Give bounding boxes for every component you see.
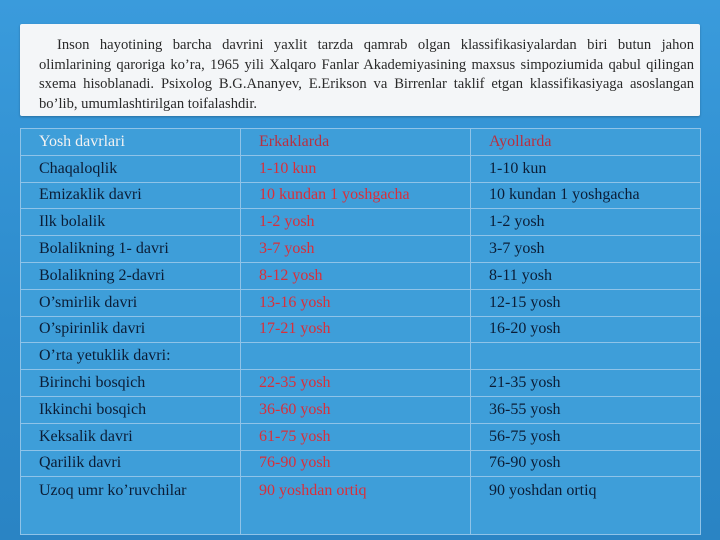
cell-male-range: 10 kundan 1 yoshgacha bbox=[241, 182, 471, 209]
table-row bbox=[21, 316, 701, 343]
cell-male-range: 3-7 yosh bbox=[241, 236, 471, 263]
cell-age-period: Keksalik davri bbox=[21, 423, 241, 450]
cell-female-range: 36-55 yosh bbox=[471, 396, 701, 423]
table-row bbox=[21, 236, 701, 263]
cell-male-range: 36-60 yosh bbox=[241, 396, 471, 423]
cell-age-period: Qarilik davri bbox=[21, 450, 241, 477]
cell-female-range: 1-10 kun bbox=[471, 155, 701, 182]
header-age-periods: Yosh davrlari bbox=[21, 129, 241, 156]
intro-textbox bbox=[20, 24, 700, 116]
table-row bbox=[21, 396, 701, 423]
cell-male-range: 1-10 kun bbox=[241, 155, 471, 182]
cell-age-period: Ikkinchi bosqich bbox=[21, 396, 241, 423]
cell-male-range: 17-21 yosh bbox=[241, 316, 471, 343]
cell-female-range: 56-75 yosh bbox=[471, 423, 701, 450]
table-row bbox=[21, 262, 701, 289]
cell-female-range: 90 yoshdan ortiq bbox=[471, 477, 701, 535]
table-row bbox=[21, 477, 701, 535]
intro-paragraph: Inson hayotining barcha davrini yaxlit tarzda qamrab olgan klassifikasiyalardan biri butun jahon olimlarining qaroriga ko’ra, 1965 yili Xalqaro Fanlar Akademiyasining maxsus simpoziumida qabul qilingan sxema hisoblanadi. Psixolog B.G.Ananyev, E.Erikson va Birrenlar taklif etgan klassifikasiyaga asoslangan bo’lib, umumlashtirilgan toifalashdir. bbox=[39, 37, 694, 112]
table-row bbox=[21, 182, 701, 209]
cell-age-period: Bolalikning 2-davri bbox=[21, 262, 241, 289]
cell-age-period: Emizaklik davri bbox=[21, 182, 241, 209]
age-periods-table-container bbox=[20, 128, 701, 528]
cell-age-period: Chaqaloqlik bbox=[21, 155, 241, 182]
cell-male-range: 76-90 yosh bbox=[241, 450, 471, 477]
cell-age-period: O’spirinlik davri bbox=[21, 316, 241, 343]
header-females: Ayollarda bbox=[471, 129, 701, 156]
cell-male-range: 13-16 yosh bbox=[241, 289, 471, 316]
cell-male-range: 8-12 yosh bbox=[241, 262, 471, 289]
cell-female-range: 21-35 yosh bbox=[471, 370, 701, 397]
cell-male-range bbox=[241, 343, 471, 370]
age-periods-table bbox=[20, 128, 701, 535]
table-body bbox=[21, 129, 701, 535]
cell-female-range: 3-7 yosh bbox=[471, 236, 701, 263]
cell-age-period: Ilk bolalik bbox=[21, 209, 241, 236]
table-row bbox=[21, 289, 701, 316]
cell-male-range: 1-2 yosh bbox=[241, 209, 471, 236]
cell-male-range: 90 yoshdan ortiq bbox=[241, 477, 471, 535]
table-row bbox=[21, 343, 701, 370]
cell-male-range: 61-75 yosh bbox=[241, 423, 471, 450]
table-row bbox=[21, 155, 701, 182]
cell-male-range: 22-35 yosh bbox=[241, 370, 471, 397]
table-header-row bbox=[21, 129, 701, 156]
table-row bbox=[21, 209, 701, 236]
cell-female-range: 12-15 yosh bbox=[471, 289, 701, 316]
cell-female-range: 76-90 yosh bbox=[471, 450, 701, 477]
cell-female-range: 10 kundan 1 yoshgacha bbox=[471, 182, 701, 209]
cell-age-period: Uzoq umr ko’ruvchilar bbox=[21, 477, 241, 535]
cell-age-period: Bolalikning 1- davri bbox=[21, 236, 241, 263]
header-males: Erkaklarda bbox=[241, 129, 471, 156]
cell-age-period: Birinchi bosqich bbox=[21, 370, 241, 397]
table-row bbox=[21, 423, 701, 450]
table-row bbox=[21, 370, 701, 397]
table-row bbox=[21, 450, 701, 477]
cell-female-range: 1-2 yosh bbox=[471, 209, 701, 236]
cell-female-range bbox=[471, 343, 701, 370]
cell-female-range: 16-20 yosh bbox=[471, 316, 701, 343]
cell-age-period: O’rta yetuklik davri: bbox=[21, 343, 241, 370]
cell-female-range: 8-11 yosh bbox=[471, 262, 701, 289]
cell-age-period: O’smirlik davri bbox=[21, 289, 241, 316]
